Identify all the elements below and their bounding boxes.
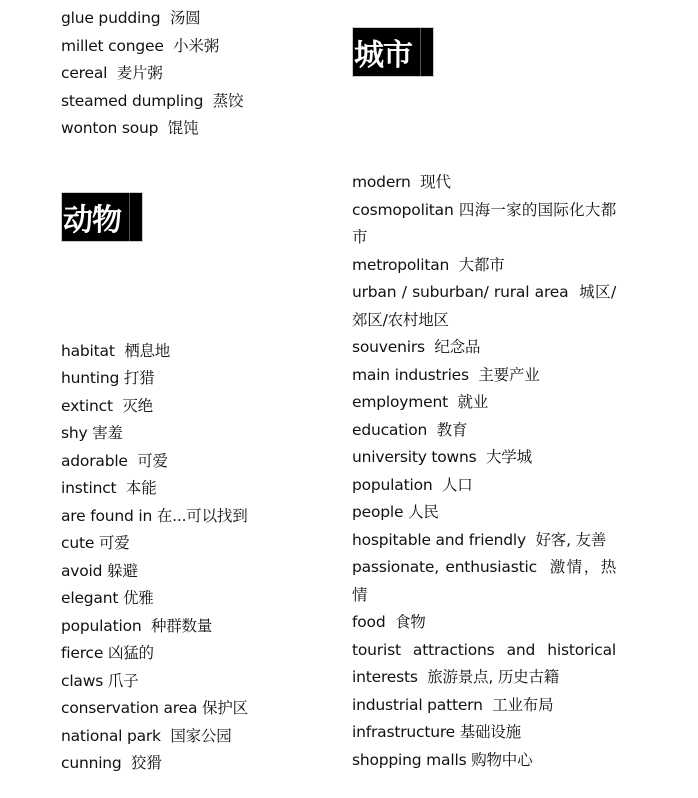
vocab-zh: 城区/郊区/农村地区 (352, 283, 616, 329)
animals-vocab-list (61, 338, 321, 778)
vocab-zh: 基础设施 (459, 723, 521, 741)
vocab-en: cute (61, 534, 95, 552)
vocab-zh: 馄饨 (167, 119, 199, 137)
vocab-zh: 躲避 (107, 561, 138, 580)
vocab-item (352, 362, 616, 390)
vocab-item (352, 554, 616, 609)
vocab-en: cosmopolitan (352, 200, 454, 219)
vocab-zh: 购物中心 (471, 750, 533, 769)
vocab-zh: 小米粥 (173, 36, 220, 55)
vocab-zh: 旅游景点, 历史古籍 (427, 668, 560, 686)
vocab-item (352, 609, 616, 637)
heading-box-tail (130, 193, 142, 241)
vocab-zh: 大都市 (458, 255, 505, 274)
vocab-item (352, 197, 616, 252)
vocab-en: education (352, 420, 428, 439)
vocab-zh: 种群数量 (150, 616, 213, 635)
vocab-item (61, 420, 321, 448)
vocab-en: wonton soup (61, 119, 159, 137)
vocab-en: metropolitan (352, 255, 450, 274)
vocab-item (352, 719, 616, 747)
vocab-zh: 人口 (441, 475, 473, 494)
vocab-en: population (352, 475, 433, 494)
vocab-zh: 爪子 (107, 671, 139, 690)
vocab-zh: 就业 (457, 393, 489, 411)
vocab-item (61, 750, 321, 778)
vocab-item (61, 5, 321, 33)
vocab-zh: 栖息地 (124, 341, 171, 360)
vocab-zh: 害羞 (92, 424, 123, 442)
vocab-item (61, 475, 321, 503)
vocab-en: conservation area (61, 699, 198, 717)
vocab-en: adorable (61, 451, 128, 470)
vocab-en: claws (61, 671, 104, 690)
heading-text: 动物 (63, 193, 130, 241)
vocab-item (352, 637, 616, 692)
vocab-item (352, 692, 616, 720)
vocab-zh: 激情，热情 (352, 558, 616, 604)
vocab-en: national park (61, 726, 161, 745)
vocab-zh: 麦片粥 (116, 64, 163, 82)
vocab-zh: 可爱 (98, 534, 130, 552)
food-vocab-list (61, 5, 321, 143)
vocab-item (61, 33, 321, 61)
vocab-item (61, 393, 321, 421)
vocab-zh: 四海一家的国际化大都市 (352, 200, 616, 246)
left-column (61, 0, 321, 778)
vocab-zh: 打猎 (123, 369, 155, 387)
vocab-en: avoid (61, 561, 103, 580)
vocab-en: university towns (352, 448, 477, 466)
vocab-en: main industries (352, 365, 469, 384)
vocab-en: hospitable and friendly (352, 530, 527, 549)
vocab-item (61, 585, 321, 613)
vocab-item (352, 747, 616, 775)
vocab-en: souvenirs (352, 338, 425, 356)
vocab-zh: 大学城 (486, 448, 532, 466)
vocab-en: steamed dumpling (61, 91, 204, 110)
section-heading-animals (61, 192, 143, 242)
vocab-en: infrastructure (352, 723, 455, 741)
vocab-item (61, 448, 321, 476)
heading-text: 城市 (354, 28, 421, 76)
vocab-zh: 国家公园 (170, 726, 232, 745)
vocab-item (352, 279, 616, 334)
vocab-item (61, 558, 321, 586)
heading-box-tail (421, 28, 433, 76)
vocab-item (352, 389, 616, 417)
vocab-item (61, 530, 321, 558)
right-column (352, 0, 616, 774)
vocab-en: are found in (61, 506, 153, 525)
vocab-zh: 凶猛的 (107, 644, 154, 662)
vocab-item (61, 115, 321, 143)
vocab-zh: 本能 (125, 479, 157, 497)
vocab-zh: 教育 (436, 420, 468, 439)
city-vocab-list (352, 169, 616, 774)
vocab-item (61, 60, 321, 88)
vocab-en: hunting (61, 369, 120, 387)
vocab-zh: 现代 (420, 173, 451, 191)
vocab-zh: 在...可以找到 (156, 506, 248, 525)
vocab-en: shopping malls (352, 750, 467, 769)
vocab-en: population (61, 616, 142, 635)
vocab-en: habitat (61, 341, 115, 360)
vocab-en: urban / suburban/ rural area (352, 283, 569, 301)
vocab-zh: 食物 (394, 613, 426, 631)
vocab-en: tourist attractions and historical interests (352, 640, 616, 686)
vocab-item (352, 252, 616, 280)
vocab-item (352, 334, 616, 362)
vocab-en: employment (352, 393, 448, 411)
vocab-en: food (352, 613, 386, 631)
vocab-zh: 狡猾 (131, 754, 162, 772)
vocab-en: modern (352, 173, 411, 191)
vocab-en: fierce (61, 644, 104, 662)
vocab-zh: 灭绝 (122, 396, 153, 415)
vocab-item (352, 499, 616, 527)
vocab-item (352, 444, 616, 472)
vocab-item (352, 169, 616, 197)
vocab-en: extinct (61, 396, 113, 415)
vocab-item (352, 472, 616, 500)
vocab-en: elegant (61, 589, 119, 607)
vocab-item (61, 338, 321, 366)
vocab-item (61, 613, 321, 641)
vocab-zh: 纪念品 (434, 338, 481, 356)
vocab-item (352, 527, 616, 555)
vocab-en: glue pudding (61, 9, 161, 27)
vocab-item (61, 723, 321, 751)
vocab-en: passionate, enthusiastic (352, 558, 537, 576)
vocab-item (61, 88, 321, 116)
vocab-en: cunning (61, 754, 122, 772)
vocab-en: people (352, 503, 404, 521)
vocab-zh: 优雅 (122, 589, 154, 607)
vocab-zh: 工业布局 (492, 695, 554, 714)
vocab-item (61, 695, 321, 723)
vocab-zh: 汤圆 (169, 9, 201, 27)
vocab-zh: 蒸饺 (212, 91, 244, 110)
vocab-zh: 可爱 (137, 451, 168, 470)
vocab-item (61, 668, 321, 696)
vocab-zh: 人民 (408, 503, 439, 521)
vocab-en: millet congee (61, 36, 164, 55)
vocab-zh: 好客, 友善 (535, 530, 607, 549)
vocab-item (61, 640, 321, 668)
vocab-item (352, 417, 616, 445)
vocab-item (61, 365, 321, 393)
vocab-en: industrial pattern (352, 695, 483, 714)
vocab-en: cereal (61, 64, 108, 82)
vocab-zh: 主要产业 (478, 365, 540, 384)
vocab-en: shy (61, 424, 88, 442)
vocab-zh: 保护区 (202, 699, 248, 717)
section-heading-city (352, 27, 434, 77)
vocab-item (61, 503, 321, 531)
vocab-en: instinct (61, 479, 117, 497)
